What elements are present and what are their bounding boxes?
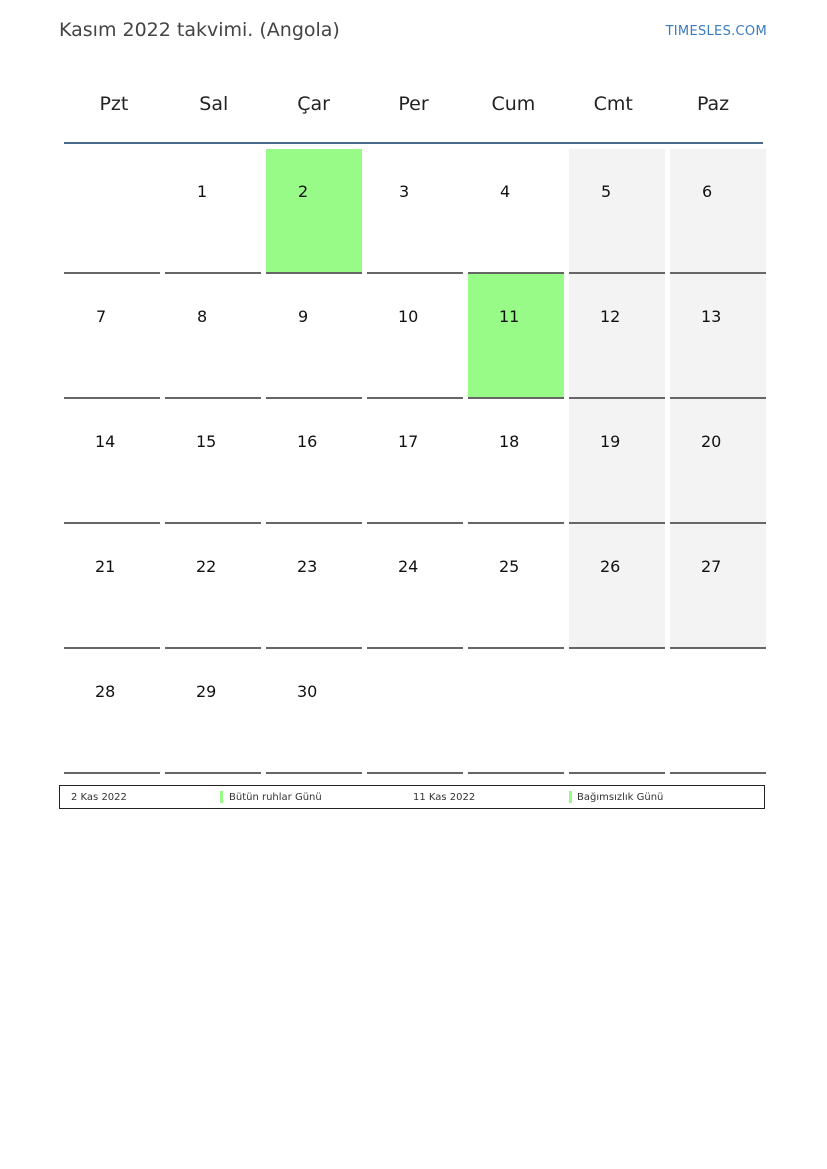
day-cell <box>64 274 160 399</box>
day-number: 22 <box>196 557 217 576</box>
day-number: 26 <box>600 557 621 576</box>
weekday-label: Cum <box>491 93 536 115</box>
day-number: 23 <box>297 557 318 576</box>
day-cell <box>670 399 766 524</box>
empty-day-cell <box>64 149 160 274</box>
empty-day-cell <box>367 649 463 774</box>
day-cell <box>266 149 362 274</box>
day-cell <box>266 524 362 649</box>
weekday-label: Pzt <box>99 93 129 115</box>
day-cell <box>165 399 261 524</box>
day-cell <box>367 274 463 399</box>
day-number: 13 <box>701 307 722 326</box>
day-cell <box>670 149 766 274</box>
empty-day-cell <box>468 649 564 774</box>
weekday-label: Sal <box>199 93 229 115</box>
day-number: 4 <box>500 182 511 201</box>
day-number: 14 <box>95 432 116 451</box>
day-number: 28 <box>95 682 116 701</box>
weekday-header <box>64 78 763 144</box>
empty-day-cell <box>670 649 766 774</box>
day-cell <box>367 524 463 649</box>
day-number: 2 <box>298 182 309 201</box>
day-cell <box>367 149 463 274</box>
day-cell <box>64 649 160 774</box>
day-cell <box>670 274 766 399</box>
day-cell <box>266 649 362 774</box>
day-number: 21 <box>95 557 116 576</box>
day-cell <box>367 399 463 524</box>
day-number: 15 <box>196 432 217 451</box>
day-number: 6 <box>702 182 713 201</box>
legend-date: 11 Kas 2022 <box>413 792 476 803</box>
day-cell <box>165 149 261 274</box>
day-number: 20 <box>701 432 722 451</box>
day-number: 1 <box>197 182 208 201</box>
day-cell <box>64 524 160 649</box>
day-cell <box>266 274 362 399</box>
day-number: 5 <box>601 182 612 201</box>
legend-date: 2 Kas 2022 <box>71 792 127 803</box>
day-cell <box>468 274 564 399</box>
day-number: 30 <box>297 682 318 701</box>
weekday-label: Per <box>398 93 429 115</box>
calendar-grid <box>64 149 766 774</box>
day-number: 19 <box>600 432 621 451</box>
weekday-label: Çar <box>297 93 330 115</box>
day-number: 24 <box>398 557 419 576</box>
day-cell <box>569 399 665 524</box>
day-cell <box>165 649 261 774</box>
day-number: 27 <box>701 557 722 576</box>
day-number: 7 <box>96 307 107 326</box>
day-number: 10 <box>398 307 419 326</box>
day-number: 25 <box>499 557 520 576</box>
day-number: 8 <box>197 307 208 326</box>
day-cell <box>670 524 766 649</box>
day-number: 11 <box>499 307 520 326</box>
day-number: 3 <box>399 182 410 201</box>
day-cell <box>64 399 160 524</box>
day-number: 12 <box>600 307 621 326</box>
legend-color-marker <box>569 791 572 803</box>
day-number: 18 <box>499 432 520 451</box>
day-number: 17 <box>398 432 419 451</box>
holiday-legend <box>59 785 765 809</box>
empty-day-cell <box>569 649 665 774</box>
day-cell <box>569 524 665 649</box>
day-cell <box>468 524 564 649</box>
page-title: Kasım 2022 takvimi. (Angola) <box>59 19 340 41</box>
day-cell <box>468 149 564 274</box>
day-number: 29 <box>196 682 217 701</box>
day-cell <box>165 274 261 399</box>
weekday-label: Paz <box>696 93 730 115</box>
legend-holiday-name: Bütün ruhlar Günü <box>229 792 322 803</box>
day-cell <box>165 524 261 649</box>
weekday-label: Cmt <box>593 93 633 115</box>
brand-link[interactable]: TIMESLES.COM <box>665 24 767 39</box>
day-cell <box>569 274 665 399</box>
day-cell <box>266 399 362 524</box>
day-number: 16 <box>297 432 318 451</box>
day-cell <box>468 399 564 524</box>
legend-color-marker <box>220 791 223 803</box>
legend-holiday-name: Bağımsızlık Günü <box>577 792 664 803</box>
day-cell <box>569 149 665 274</box>
day-number: 9 <box>298 307 309 326</box>
